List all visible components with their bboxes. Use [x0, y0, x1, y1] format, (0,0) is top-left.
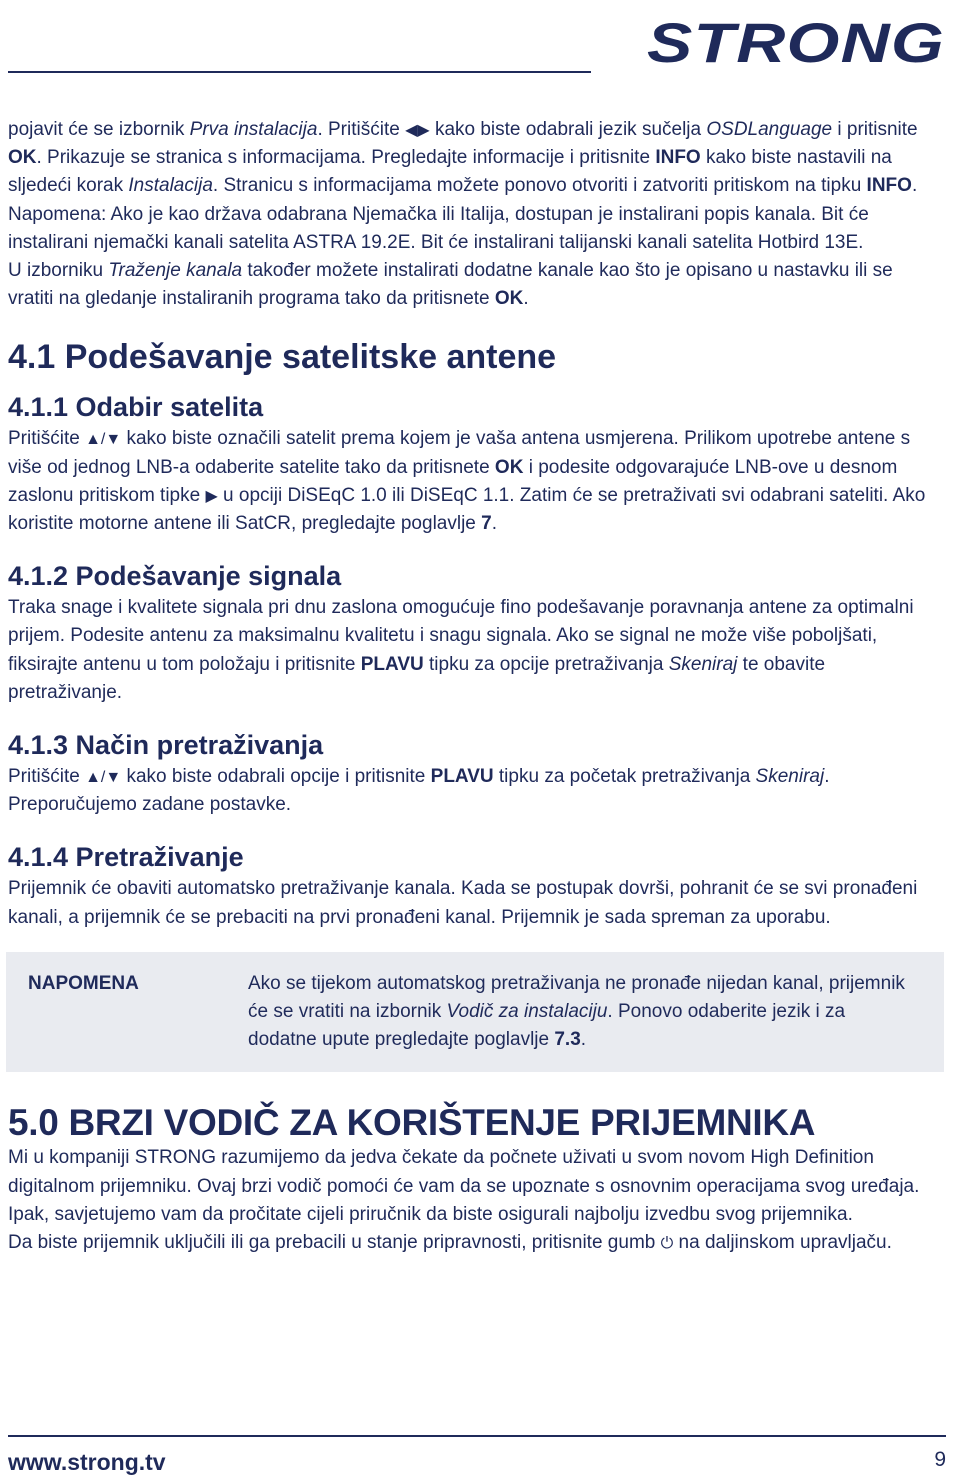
- note-text: Ako se tijekom automatskog pretraživanja ne pronađe nijedan kanal, prijemnik će se vratiti na izbornik Vodič za instalaciju. Ponovo odaberite jezik i za dodatne upute pregledajte poglavlje 7.3.: [248, 972, 905, 1051]
- section-4-1-title: 4.1 Podešavanje satelitske antene: [8, 338, 557, 377]
- intro-paragraph-1: pojavit će se izbornik Prva instalacija. Pritišćite ◀▶ kako biste odabrali jezik sučelja OSDLanguage i pritisnite OK. Prikazuje se stranica s informacijama. Pregledajte informacije i pritisnite INFO kako biste nastavili na sljedeći korak Instalacija. Stranicu s informacijama možete ponovo otvoriti i zatvoriti pritiskom na tipku INFO.: [8, 119, 918, 197]
- left-right-arrows-icon: ◀▶: [405, 122, 430, 139]
- section-4-1-1-title: 4.1.1 Odabir satelita: [8, 392, 264, 423]
- section-4-1-4-title: 4.1.4 Pretraživanje: [8, 842, 244, 873]
- section-4-1-2-text: Traka snage i kvalitete signala pri dnu zaslona omogućuje fino podešavanje poravnanja antene za optimalni prijem. Podesite antenu za maksimalnu kvalitetu i snagu signala. Ako se signal ne može više poboljšati, fiksirajte antenu u tom položaju i pritisnite PLAVU tipku za opcije pretraživanja Skeniraj te obavite pretraživanje.: [8, 597, 914, 703]
- note-box: [6, 952, 944, 1073]
- power-icon: ⏻: [660, 1235, 674, 1253]
- section-4-1-3-text: Pritišćite ▲/▼ kako biste odabrali opcije i pritisnite PLAVU tipku za početak pretraživanja Skeniraj. Preporučujemo zadane postavke.: [8, 766, 830, 816]
- up-down-arrows-icon: ▲/▼: [85, 769, 122, 787]
- logo-text: STRONG: [647, 11, 945, 70]
- section-4-1-4-text: Prijemnik će obaviti automatsko pretraživanje kanala. Kada se postupak dovrši, pohranit će se svi pronađeni kanali, a prijemnik će se prebaciti na prvi pronađeni kanal. Prijemnik je sada spreman za uporabu.: [8, 878, 918, 928]
- section-5-0-title: 5.0 BRZI VODIČ ZA KORIŠTENJE PRIJEMNIKA: [8, 1102, 816, 1144]
- strong-logo: [645, 8, 948, 70]
- document-body: [8, 116, 943, 1257]
- section-4-1-1-text: Pritišćite ▲/▼ kako biste označili satelit prema kojem je vaša antena usmjerena. Prilikom upotrebe antene s više od jednog LNB-a odaberite satelite tako da pritisnete OK i podesite odgovarajuće LNB-ove u desnom zaslonu pritiskom tipke ▶ u opciji DiSEqC 1.0 ili DiSEqC 1.1. Zatim će se pretraživati svi odabrani sateliti. Ako koristite motorne antene ili SatCR, pregledajte poglavlje 7.: [8, 428, 926, 535]
- right-arrow-icon: ▶: [205, 487, 218, 505]
- up-down-arrows-icon: ▲/▼: [85, 431, 122, 449]
- footer-url[interactable]: www.strong.tv: [8, 1449, 166, 1475]
- section-4-1-3-title: 4.1.3 Način pretraživanja: [8, 730, 324, 761]
- header-rule: [8, 71, 591, 73]
- section-5-0-paragraph-1: Mi u kompaniji STRONG razumijemo da jedva čekate da počnete uživati u svom novom High Definition digitalnom prijemniku. Ovaj brzi vodič pomoći će vam da se upoznate s osnovnim operacijama svog uređaja. Ipak, savjetujemo vam da pročitate cijeli priručnik da biste osigurali najbolju izvedbu svog prijemnika.: [8, 1147, 920, 1225]
- page-number: 9: [934, 1448, 946, 1471]
- section-5-0-paragraph-2: Da biste prijemnik uključili ili ga prebacili u stanje pripravnosti, pritisnite gumb ⏻ na daljinskom upravljaču.: [8, 1232, 892, 1254]
- intro-paragraph-3: U izborniku Traženje kanala također možete instalirati dodatne kanale kao što je opisano u nastavku ili se vratiti na gledanje instaliranih programa tako da pritisnete OK.: [8, 260, 893, 310]
- intro-paragraph-2: Napomena: Ako je kao država odabrana Njemačka ili Italija, dostupan je instalirani popis kanala. Bit će instalirani njemački kanali satelita ASTRA 19.2E. Bit će instalirani talijanski kanali satelita Hotbird 13E.: [8, 203, 869, 253]
- footer-rule: [8, 1435, 946, 1437]
- note-label: NAPOMENA: [28, 972, 139, 994]
- section-4-1-2-title: 4.1.2 Podešavanje signala: [8, 561, 342, 592]
